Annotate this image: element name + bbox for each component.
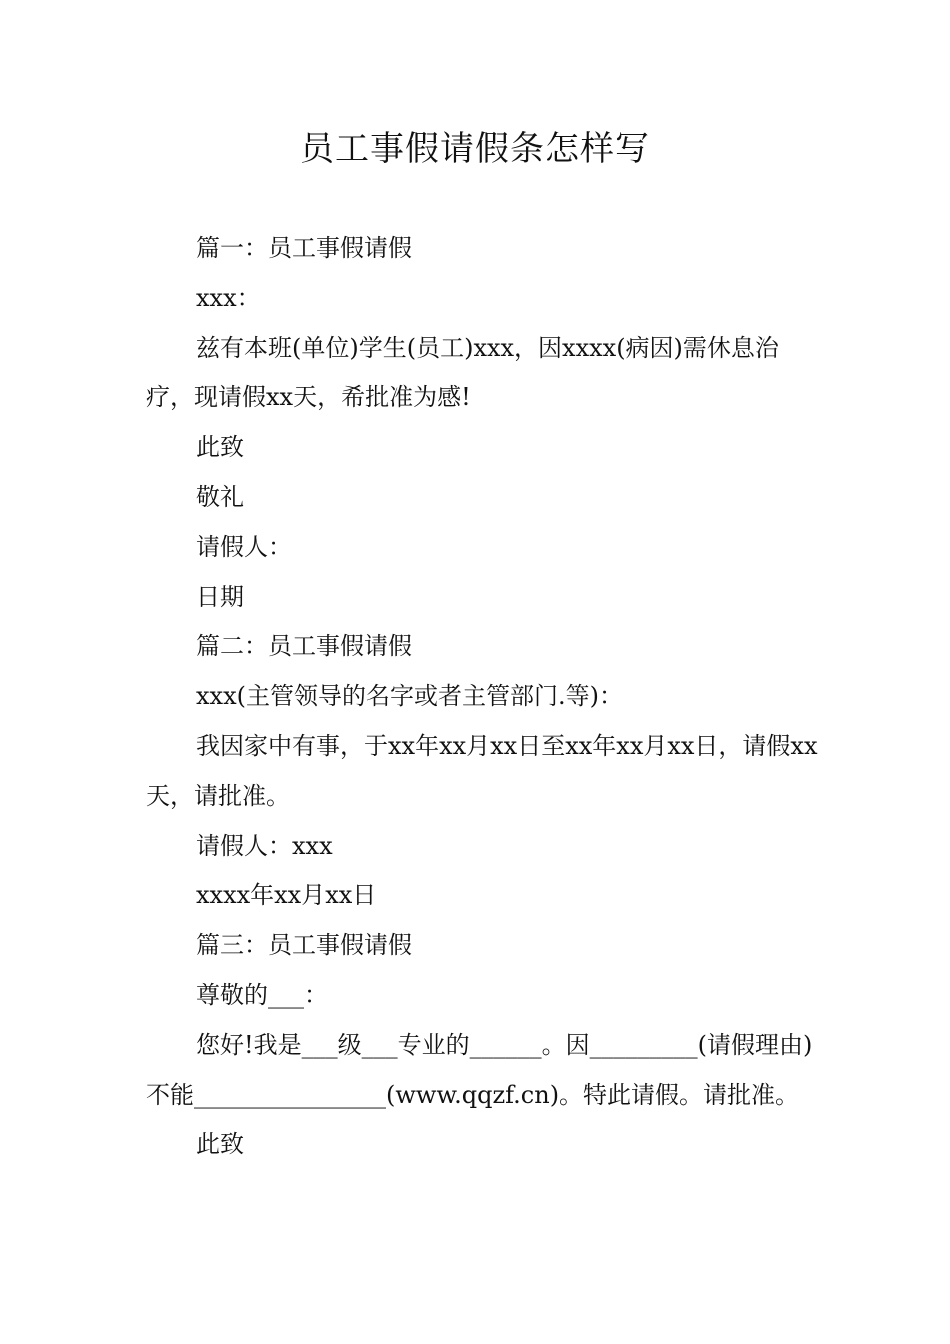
- salutation: xxx：: [196, 283, 261, 312]
- closing-cizhi: 此致: [196, 433, 244, 462]
- section-heading-3: 篇三：员工事假请假: [196, 931, 412, 960]
- salutation: 尊敬的___：: [196, 980, 328, 1009]
- closing-jingli: 敬礼: [196, 482, 244, 511]
- leave-request-text: 您好!我是___级___专业的______。因_________(请假理由)不能________________(www.qqzf.cn)。特此请假。请批准。: [146, 1030, 813, 1109]
- document-title: 员工事假请假条怎样写: [300, 129, 650, 169]
- leave-request-text: 我因家中有事，于xx年xx月xx日至xx年xx月xx日，请假xx天，请批准。: [146, 731, 818, 810]
- document-body: [146, 224, 818, 1170]
- section-heading-1: 篇一：员工事假请假: [196, 234, 412, 262]
- closing-cizhi: 此致: [196, 1130, 244, 1159]
- salutation: xxx(主管领导的名字或者主管部门.等)：: [196, 682, 623, 711]
- applicant-label: 请假人：xxx: [196, 831, 333, 860]
- leave-request-text: 兹有本班(单位)学生(员工)xxx，因xxxx(病因)需休息治疗，现请假xx天，希批准为感!: [146, 333, 779, 412]
- date-label: xxxx年xx月xx日: [196, 881, 377, 910]
- section-heading-2: 篇二：员工事假请假: [196, 632, 412, 661]
- date-label: 日期: [196, 582, 244, 611]
- applicant-label: 请假人：: [196, 532, 292, 561]
